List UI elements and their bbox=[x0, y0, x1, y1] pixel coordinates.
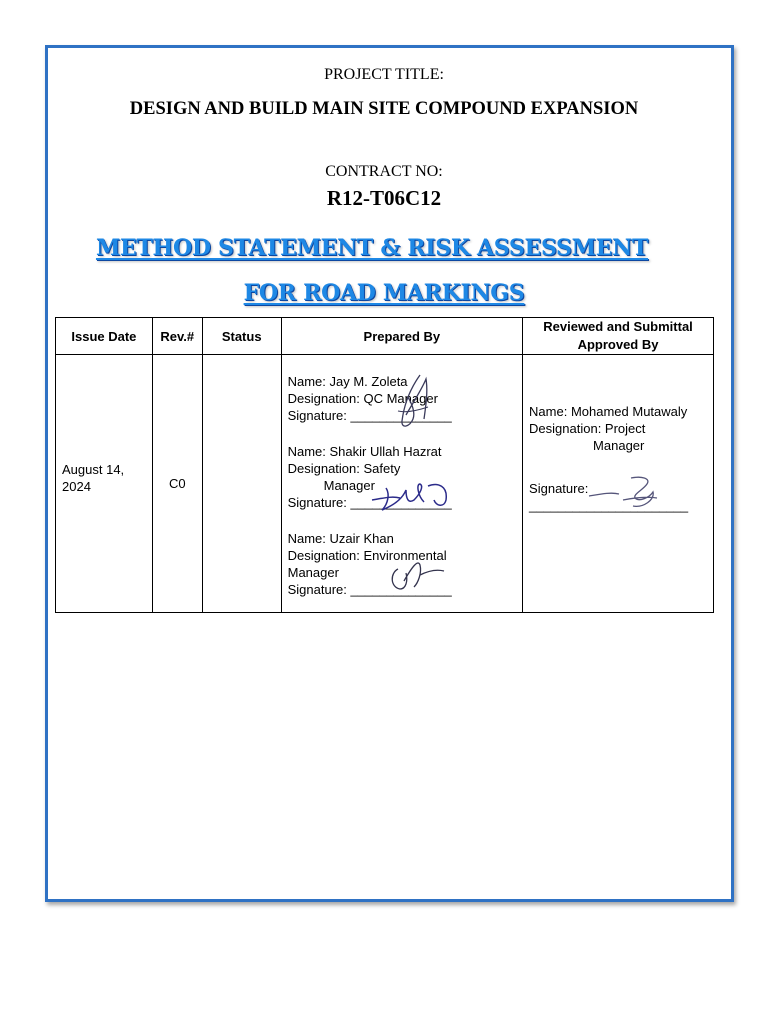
preparer-signature: Signature: ______________ bbox=[288, 581, 516, 598]
col-header-rev: Rev.# bbox=[152, 318, 202, 355]
preparer-designation-cont: Manager bbox=[287, 565, 339, 580]
reviewer-name: Name: Mohamed Mutawaly bbox=[529, 404, 688, 419]
preparer-name: Name: Jay M. Zoleta bbox=[287, 374, 408, 389]
preparer-block bbox=[288, 530, 516, 598]
table-header-row bbox=[56, 318, 714, 355]
revision-table bbox=[55, 317, 714, 613]
reviewer-block bbox=[529, 355, 707, 514]
preparer-block bbox=[288, 373, 516, 424]
document-headline-line-2: FOR ROAD MARKINGS bbox=[243, 280, 525, 306]
col-header-prepared-by: Prepared By bbox=[281, 318, 522, 355]
contract-number: R12-T06C12 bbox=[326, 186, 442, 210]
project-title-label: PROJECT TITLE: bbox=[324, 66, 444, 83]
reviewer-signature-line: ______________________ bbox=[529, 498, 689, 513]
col-header-reviewed-approved: Reviewed and Submittal Approved By bbox=[523, 318, 714, 355]
preparer-signature: Signature: ______________ bbox=[288, 494, 516, 511]
cell-prepared-by bbox=[281, 355, 522, 613]
preparer-designation: Designation: Safety bbox=[287, 461, 401, 476]
contract-label: CONTRACT NO: bbox=[325, 163, 443, 180]
project-title: DESIGN AND BUILD MAIN SITE COMPOUND EXPANSION bbox=[129, 99, 639, 119]
preparer-designation-cont: Manager bbox=[323, 478, 375, 493]
col-header-issue-date: Issue Date bbox=[56, 318, 153, 355]
reviewer-designation-cont: Manager bbox=[593, 438, 645, 453]
preparer-designation: Designation: QC Manager bbox=[287, 391, 438, 406]
preparer-signature: Signature: ______________ bbox=[288, 407, 516, 424]
preparer-name: Name: Shakir Ullah Hazrat bbox=[287, 444, 442, 459]
preparer-block bbox=[288, 443, 516, 511]
cell-status bbox=[202, 355, 281, 613]
cell-issue-date bbox=[56, 355, 153, 613]
preparer-designation: Designation: Environmental bbox=[287, 548, 447, 563]
document-headline-line-1: METHOD STATEMENT & RISK ASSESSMENT bbox=[95, 235, 649, 261]
cell-reviewer bbox=[523, 355, 714, 613]
table-row bbox=[56, 355, 714, 613]
reviewer-signature bbox=[529, 480, 707, 514]
reviewer-designation: Designation: Project bbox=[529, 421, 646, 436]
reviewer-signature-label: Signature: bbox=[529, 481, 589, 496]
rev-value: C0 bbox=[168, 476, 186, 491]
issue-date-text: August 14, 2024 bbox=[62, 461, 125, 494]
preparer-name: Name: Uzair Khan bbox=[287, 531, 394, 546]
col-header-status: Status bbox=[202, 318, 281, 355]
cell-rev bbox=[152, 355, 202, 613]
